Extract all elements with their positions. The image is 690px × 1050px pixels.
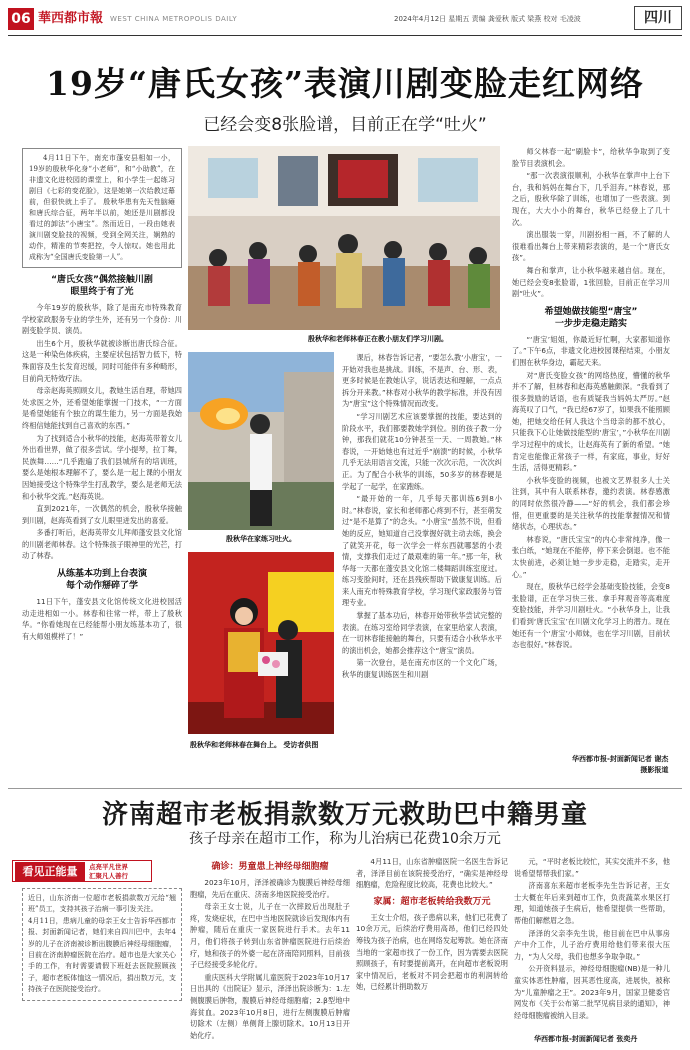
story2-subhead-1: 确诊：男童患上神经母细胞瘤 — [211, 862, 329, 872]
story2-column-1 — [22, 888, 182, 1038]
paragraph: 王女士介绍，孩子患病以来，他们已花费了10余万元，后续治疗费用高昂，他们已经四处筹钱为孩子治病，也在网络发起筹款。她在济南当地的一家超市找了一份工作，因为需要去医院照顾孩子，有时要提前离开，在向超市老板说明家中情况后，老板对不同会把超市的利润转给她，已经累计捐助数万 — [356, 912, 508, 992]
story1-headline: 19岁“唐氏女孩”表演川剧变脸走红网络 — [46, 64, 644, 103]
paragraph: 林春说，“唐氏宝宝”的内心非常纯净，像一张白纸，“她现在不能停，停下来会倒退。也不能太快前进，必须让她一步步走稳，走踏实，走开心。” — [512, 534, 670, 579]
photo1-caption: 殷秋华和老师林春正在教小朋友们学习川剧。 — [308, 335, 448, 343]
fire-breathing-photo-image — [188, 352, 334, 530]
paragraph: 母亲王女士说，儿子在一次摔跤后出现肚子疼，发烧症状，在巴中当地医院就诊后发现体内有肿瘤，随后在重庆一家医院进行手术。去年11月，他们将孩子转到山东省肿瘤医院进行后续治疗，她和孩子的外婆一起在济南陪同照料，目前孩子已经接受多轮化疗。 — [190, 902, 350, 970]
section-label: 四川 — [634, 6, 682, 30]
story1-subhead-1: “唐氏女孩”偶然接触川剧 眼里终于有了光 — [51, 275, 153, 297]
story2-column-4 — [514, 856, 670, 1032]
paragraph: 第一次登台，是在南充市区的一个文化广场，秋华的康复训练医生和川剧 — [342, 658, 502, 680]
paragraph: 出生6个月，殷秋华就被诊断出唐氏综合征。这是一种染色体疾病，主要症状包括智力低下，特殊面容及生长发育迟缓，同时可能伴有多种畸形，目前尚无特效疗法。 — [22, 338, 182, 383]
paragraph: 多番打听后，赵海英带女儿拜师蓬安县文化馆的川剧老师林春。这个特殊孩子眼神里的光芒，打动了林春。 — [22, 528, 182, 561]
paragraph: 济南喜东来超市老板李先生告诉记者，王女士大概在年后来到超市工作，负责蔬菜水果区打理，知道她孩子生病后，他希望提供一些帮助，帮他们解燃眉之急。 — [514, 881, 670, 925]
paragraph: “最开始的一年，几乎每天都训练6到8小时。”林春说，家长和老师都心疼到不行，甚至萌发过“是不是算了”的念头。“小唐宝”虽然不说，但看她的反应，她知道自己没掌握好就主动去练，换会了就笑开花，每一次学会一样东西就哪瑟的小表情，支撑我们走过了最艰难的第一年。”那一年，秋华每一天都在蓬安县文化馆二楼舞蹈训练室度过。练习变脸间时，还在县残疾帮助下做康复训练。后来人南充市特殊教育学校，学习现代家政服务与管理专业。 — [342, 494, 502, 608]
story1-column-3 — [512, 146, 670, 752]
story2-subhead-2: 家属：超市老板转给我数万元 — [373, 896, 491, 907]
paragraph: 11日下午，蓬安县文化馆传统文化进校园活动走进相如一小。林春和往常一样，带上了殷秋华。“你看她现在已经能帮小朋友练基本功了，很有大师姐模样了！” — [22, 597, 182, 641]
paragraph: 2023年10月，泽泽被确诊为腹膜后神经母细胞瘤，先后在重庆、济南多地医院接受治疗。 — [190, 878, 350, 899]
photo-classroom-practice — [188, 146, 500, 330]
story1-byline: 华西都市报-封面新闻记者 谢杰 摄影报道 — [572, 755, 669, 774]
paragraph: 师父林春一起“刷脸卡”，给秋华争取到了变脸节目表演机会。 — [512, 147, 670, 168]
paragraph: 4月11日，山东省肿瘤医院一名医生告诉记者，泽泽目前在该院接受治疗，“确实是神经母细胞瘤，危险程度比较高，花费也比较大。” — [356, 857, 508, 890]
page-number: 06 — [8, 8, 34, 30]
issue-info: 2024年4月12日 星期五 责编 龚爱秋 版式 梁燕 校对 毛凌波 — [394, 15, 581, 23]
paragraph: 舞台和掌声，让小秋华越来越自信。现在，她已经会变8张脸谱，1张回脸，目前正在学习川剧“吐火”。 — [512, 265, 670, 299]
logo-tagline: 点亮平凡世界 汇聚凡人善行 — [89, 863, 128, 880]
paragraph: 演出服装一穿，川剧扮相一画，不了解的人很难看出舞台上带来精彩表演的，是一个“唐氏女孩”。 — [512, 230, 670, 263]
photo2-caption: 殷秋华在家练习吐火。 — [226, 535, 296, 543]
newspaper-logo: 華西都市報 — [38, 11, 104, 26]
paragraph: 小秋华变脸的视频，也被文艺界很多人士关注到，其中有人联系林春，邀约表演。林春感激的同时依然很冷静——“好的机会，我们都会珍惜，但更重要的是关注秋华的技能掌握情况和情绪状态，心理状态。” — [512, 475, 670, 532]
logo-title: 看见正能量 — [15, 862, 85, 881]
story1-column-1 — [22, 148, 182, 776]
paragraph: 重庆医科大学附属儿童医院于2023年10月17日出具的《出院证》显示，泽泽出院诊断为：1.左侧腹膜后肿物，腹膜后神经母细胞瘤；2.β型地中海贫血。2023年10月8日，进行左侧腹膜后肿瘤切除术（左侧）单侧肾上腺切除术。10月13日开始化疗。 — [190, 972, 350, 1040]
story2-subheadline: 孩子母亲在超市工作，称为儿治病已花费10余万元 — [189, 831, 501, 847]
positive-energy-logo — [12, 860, 152, 882]
story1-subhead-3: 希望她做技能型“唐宝” 一步步走稳走踏实 — [544, 306, 638, 329]
paragraph: 母亲赵海英照顾女儿，教她生活自理，带她四处求医之外，还希望她能掌握一门技术，“一方面是希望她能有个独立的谋生能力，另一方面是我始终相信她能找到自己喜欢的东西。” — [22, 386, 182, 430]
paragraph: 掌握了基本功后，林春开始带秋华尝试完整的表演。在练习室给同学表演，在家里给家人表演，在一切林春能接触的舞台，只要有适合小秋华水平的演出机会，她都会推荐这个“唐宝”演员。 — [342, 611, 502, 655]
story1-subheadline: 已经会变8张脸谱，目前正在学“吐火” — [203, 115, 487, 135]
photo-fire-breathing — [188, 352, 334, 530]
story2-column-3 — [356, 856, 508, 1042]
stage-photo-image — [188, 552, 334, 734]
story2-headline: 济南超市老板捐款数万元救助巴中籍男童 — [101, 800, 588, 830]
page-header — [8, 8, 682, 36]
paragraph: 为了找到适合小秋华的技能，赵海英带着女儿外出看世界，做了很多尝试。学小提琴，拉丁舞，民族舞……“几乎跑遍了我们县城所有的培训班，要么是她根本理解不了，要么是一起上课的小朋友因她接受这个特殊学生打乱教学，要么是老师无法和小秋华交流。”赵海英说。 — [22, 433, 182, 501]
newspaper-english-name: WEST CHINA METROPOLIS DAILY — [110, 15, 238, 23]
paragraph: “那一次表演很顺利，小秋华在掌声中上台下台，我和妈妈在舞台下，几乎泪奔。”林春说，那之后，殷秋华除了训练，也增加了一些表演。到现在，大大小小的舞台，秋华已经登上了几十次。 — [512, 171, 670, 227]
story1-lead: 4月11日下午，南充市蓬安县相如一小，19岁的殷秋华化身“小老师”，和“小助教”，在非遗文化进校园的课堂上，和小学生一起练习剧目《七彩的变花脸》，这是她第一次给教过幕前，但很快就上手了。 殷秋华患有先天性脑瘫和唐氏综合征，两年半以前，她还是川剧都没看过的卸法“小唐宝”。然而近日，一段由她表演川剧变脸技的视频，受到全网关注，娴熟的动作，精准的节奏把控，令人惊叹。她也用此成称为“全国唐氏变脸第一人”。 — [22, 148, 182, 268]
paragraph: 今年19岁的殷秋华，除了是南充市特殊教育学校家政服务专业的学生外，还有另一个身份：川剧变脸学员、演员。 — [22, 303, 182, 336]
paragraph: 对“唐氏变脸女孩”的网络热度，懵懂的秋华并不了解，但林春和赵海英感触颇深。“我看到了很多鼓励的话语，也有质疑我当妈妈太严厉。”赵海英叹了口气，“我已经67岁了，如果我不能照顾她，把她交给任何人我这个当母亲的都不放心，只能我下心让她做技能型的‘唐宝’，”小秋华在川剧学习过程中的成长，让赵海英有了新的希望。“她肯定也能像正常孩子一样，有家庭，事业，好好生活，活得更精彩。” — [512, 370, 670, 473]
story1-col1-text — [22, 302, 182, 562]
story2-lead: 近日，山东济南一位超市老板捐款数万元给“翘班”员工，支持其孩子治病一事引发关注。 4月11日，患病儿童的母亲王女士告诉华西都市报、封面新闻记者，她们来自四川巴中，去年4岁的儿子在济南被诊断出腹膜后神经母细胞瘤，目前在济南肿瘤医院在治疗。超市也是大家关心手的工作，有时需要请假下班赶去医院照顾孩子，超市老板体恤这一情况后，捐出数万元，支持孩子在医院接受治疗。 — [22, 888, 182, 1001]
paragraph: 元，“平时老板比较忙，其实交流并不多，他说希望帮帮我们家。” — [514, 857, 670, 878]
photo3-caption: 殷秋华和老师林春在舞台上。 受访者供图 — [190, 741, 319, 749]
story2-byline: 华西都市报-封面新闻记者 张奕丹 — [534, 1035, 638, 1043]
paragraph: 泽泽的父亲李先生说，他目前在巴中从事房产中介工作，儿子治疗费用给他们带来很大压力，“为人父母，我们也想多争取争取。” — [514, 928, 670, 961]
classroom-photo-image — [188, 146, 500, 330]
paragraph: 公开资料显示，神经母细胞瘤(NB)是一种儿童实体恶性肿瘤，因其恶性度高，进展快，被称为“儿童肿瘤之王”。2023年9月，国家卫健委官网发布《关于公布第二批罕见病目录的通知》，神经母细胞瘤被纳入目录。 — [514, 964, 670, 1020]
section-divider — [8, 788, 682, 789]
paragraph: 课后，林春告诉记者，“要怎么教‘小唐宝’，一开始对我也是挑战。训练，不是声、台、形、表，更多时候是在教她认字，说话表达和理解，一点点拆分开来教。”林春对小秋华的教学标准，并没有因为“唐宝”这个特殊情况而改变。 — [342, 353, 502, 409]
paragraph: 直到2021年，一次偶然的机会，殷秋华接触到川剧，赵海英看到了女儿眼里迸发出的喜爱。 — [22, 504, 182, 525]
story1-subhead-2: 从练基本功到上台表演 每个动作掰碎了学 — [56, 569, 147, 592]
photo-on-stage — [188, 552, 334, 734]
paragraph: 现在，殷秋华已经学会基础变脸技能，会变8张脸谱，正在学习快三张、拿手拜观音等高难度变脸技能，并学习川剧吐火。“小秋华身上，让我们看到‘唐氏宝宝’在川剧文化学习上的潜力。现在她还有一个‘唐宝’小师妹，也在学习川剧，目前状态也很好。”林春说。 — [512, 582, 670, 650]
story2-column-2 — [190, 856, 350, 1042]
story1-column-2 — [342, 352, 502, 780]
paragraph: “‘唐宝’姐姐，你最近好忙啊，大家都知道你了。”下午6点，非遗文化进校园课程结束，小朋友们围在秋华身边，霸起天来。 — [512, 334, 670, 367]
paragraph: “学习川剧艺术应该要掌握的技能，要达到的阶段水平，我们都要教她学到位。别的孩子教一分钟，那我们就花10分钟甚至一天、一周教她。”林春说，一开始她也有过近乎“崩溃”的时候，小秋华几乎无法用语言交流，只能一次次示范，一次次纠正。为了配合小秋华的训练，50多岁的林春硬是学起了一起学，在家跑练。 — [342, 411, 502, 491]
